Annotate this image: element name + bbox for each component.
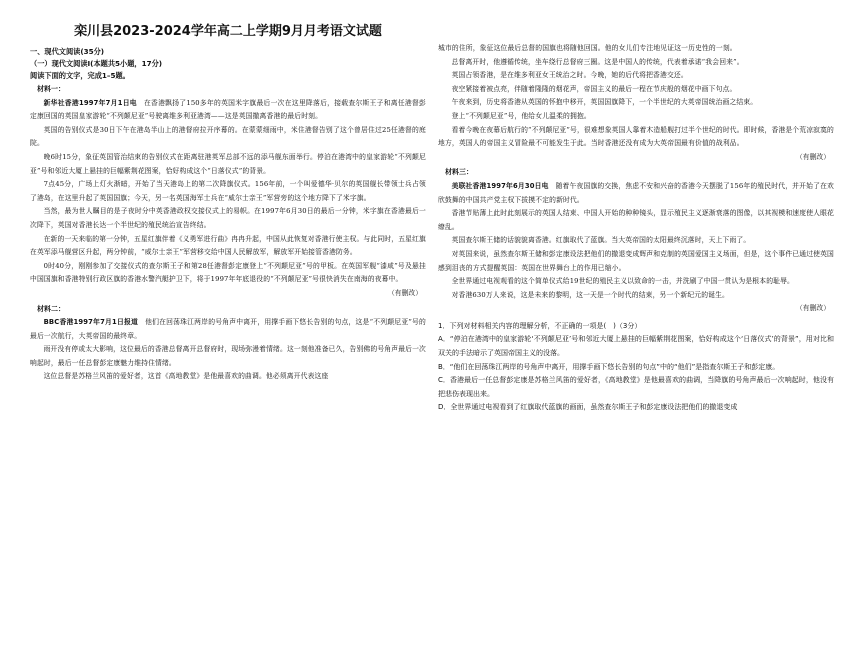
material3-paragraph: 对香港630万人来说，这是未来的黎明，这一天是一个时代的结束，另一个新纪元的诞生。 [451,290,729,299]
material3-dateline: 美联社香港1997年6月30日电 [451,181,549,190]
question1-option-c: C．香港最后一任总督彭定康是苏格兰风笛的爱好者，《高地教堂》是他最喜欢的曲调，当降旗的号角声最后一次响起时，他没有把悲伤表现出来。 [438,376,834,398]
material2-paragraph: 看着今晚在夜幕后航行的“不列颠尼亚”号，很难想象英国人靠着木造船舰打过半个世纪的时代。即时候，香港是个荒凉寂寞的地方，英国人的帝国主义冒险最不可能发生于此。当时香港还没有成为大英帝国最有价值的战利品。 [438,125,834,148]
material1-paragraph: 在新的一天来临的第一分钟，五星红旗伴着《义勇军进行曲》冉冉升起，中国从此恢复对香港行使主权。与此同时，五星红旗在英军添马舰营区升起，两分钟前，“威尔士亲王”军营移交给中国人民解放军，解放军开始接管香港防务。 [30,234,426,257]
material2-source: （有删改） [796,152,830,161]
material3-paragraph: 香港节贴薄上此时此刻展示的英国人结束、中国人开始的种种镜头，显示殖民主义逐渐衰落的图像，以其视模和速度使人眼花缭乱。 [438,209,834,231]
material2-paragraph: 午夜来到，历史将香港从英国的怀抱中移开，英国国旗降下，一个半世纪的大英帝国统治画之结束。 [451,98,758,107]
question1-option-b: B．“他们在回荡珠江两岸的号角声中离开，用撑手画下悠长告别的句点”中的“他们”是指查尔斯王子和彭定康。 [438,362,780,371]
question1-option-a: A．“停泊在港湾中的皇家游轮‘不列颠尼亚’号和邻近大厦上悬挂的巨幅紫荆花图案，恰好构成这个‘日落仪式’的背景”，用对比和双关的手法暗示了英国帝国主义的没落。 [438,335,834,358]
right-column [438,42,834,649]
material1-paragraph: 当然，最为世人瞩目的是子夜时分中英香港政权交接仪式上的易帜。在1997年6月30日的最后一分钟，米字旗在香港最后一次降下，英国对香港长达一个半世纪的殖民统治宣告终结。 [30,207,426,229]
material1-paragraph: 晚6时15分，象征英国管治结束的告别仪式在距离驻港英军总部不远的添马舰东面举行。停泊在港湾中的皇家游轮“不列颠尼亚”号和邻近大厦上悬挂的巨幅紫荆花图案，恰好构成这个“日落仪式”的背景。 [30,152,426,175]
material1-source: （有删改） [388,288,422,297]
material1-paragraph: 7点45分，广场上灯火渐暗，开始了当天港岛上的第二次降旗仪式。156年前，一个叫爱德华·贝尔的英国舰长带领士兵占领了港岛，在这里升起了英国国旗；今天，另一名英国海军士兵在“威尔士亲王”军营旁的这个地方降下了米字旗。 [30,180,426,202]
material3-text: 随着午夜国旗的交换，焦虑不安和兴奋的香港今天摆脱了156年的殖民时代，并开始了在欢欣鼓舞的中国共产党主权下拔摸不定的新时代。 [438,181,834,204]
material2-paragraph: 雨开没有停或太大影响，这位最后的香港总督离开总督府时，现场弥漫着情绪。这一刻他准备已久，告别佛的号角声最后一次响起时，最后一任总督彭定康魅力维持住情绪。 [30,345,426,367]
page-title: 栾川县2023-2024学年高二上学期9月月考语文试题 [74,24,382,39]
subsection-heading: （一）现代文阅读I(本题共5小题，17分) [30,59,163,68]
material1-dateline: 新华社香港1997年7月1日电 [43,98,137,107]
question1-option-d: D．全世界通过电视看到了红旗取代蓝旗的画面，虽然查尔斯王子和彭定康设法把他们的撤退变成 [438,403,738,412]
material2-paragraph [30,316,426,343]
material2-paragraph: 登上“不列颠尼亚”号，他给女儿温柔的拥抱。 [451,111,591,120]
material3-label: 材料三： [445,168,473,177]
material2-dateline: BBC香港1997年7月1日报道 [43,318,139,327]
material2-paragraph: 这位总督是苏格兰风笛的爱好者，这首《高地教堂》是他最喜欢的曲调。他必须离开代表这座 [43,372,329,381]
material2-paragraph: 城市的住所，象征这位最后总督的国旗也将随他回国。他的女儿们专注地见证这一历史性的一刻。 [438,44,737,52]
material1-paragraph [30,97,426,124]
material3-paragraph: 对英国来说，虽然查尔斯王储和彭定康设法把他们的撤退变成辉声和克制的英国爱国主义场面，但是，这个事件已通过使英国感到泪丧的方式提醒英国：英国在世界舞台上的作用已缩小。 [438,249,834,272]
material3-paragraph: 全世界通过电视观看的这个简单仪式给19世纪的殖民主义以致命的一击，并洗刷了中国一贯认为是根本的耻辱。 [451,277,794,286]
material3-paragraph: 英国查尔斯王储的话貌貌离香港。红旗取代了蓝旗。当大英帝国的太阳最终沉落时，天上下雨了。 [451,236,751,245]
material2-paragraph: 夜空紧接着被点亮，伴随着隆隆的烟花声，帝国主义的最后一程在节庆般的烟花中画下句点。 [451,84,737,93]
material1-paragraph: 0时40分，刚刚参加了交接仪式的查尔斯王子和第28任港督彭定康登上“不列颠尼亚”号的甲板。在英国军舰“漆咸”号及悬挂中国国旗和香港特别行政区旗的香港水警汽艇护卫下，将于1997年年底退役的“不列颠尼亚”号很快消失在南海的夜幕中。 [30,261,426,284]
material2-paragraph: 英国占领香港，是在维多利亚女王统治之时。今晚，她的后代将把香港交还。 [451,71,688,80]
section-heading: 一、现代文阅读(35分) [30,47,105,56]
material1-text: 在香港飘扬了150多年的英国米字旗最后一次在这里降落后，接载查尔斯王子和离任港督彭定康回国的英国皇家游轮“不列颠尼亚”号驶离维多利亚港湾——这是英国撤离香港的最后时刻。 [30,98,426,121]
material1-label: 材料一： [37,85,65,93]
material2-paragraph: 总督离开时，他遵循传统，坐车绕行总督府三圈。这是中国人的传统，代表着承诺“我会回来”。 [451,57,744,66]
material1-paragraph: 英国的告别仪式是30日下午在港岛半山上的港督府拉开序幕的。在蒙蒙细雨中，米住港督告别了这个曾居住过25任港督的庭院。 [30,125,426,148]
material2-label: 材料二： [37,304,65,313]
material3-source: （有删改） [796,304,830,313]
left-column [30,18,426,625]
material3-paragraph [438,180,834,207]
reading-instruction: 阅读下面的文字，完成1–5题。 [30,71,130,80]
material2-text: 他们在回荡珠江两岸的号角声中离开，用撑手画下悠长告别的句点，这是“不列颠尼亚”号的最后一次航行，大英帝国的最终章。 [30,318,426,340]
question1-stem: 1．下列对材料相关内容的理解分析，不正确的一项是( )（3分） [438,321,642,330]
